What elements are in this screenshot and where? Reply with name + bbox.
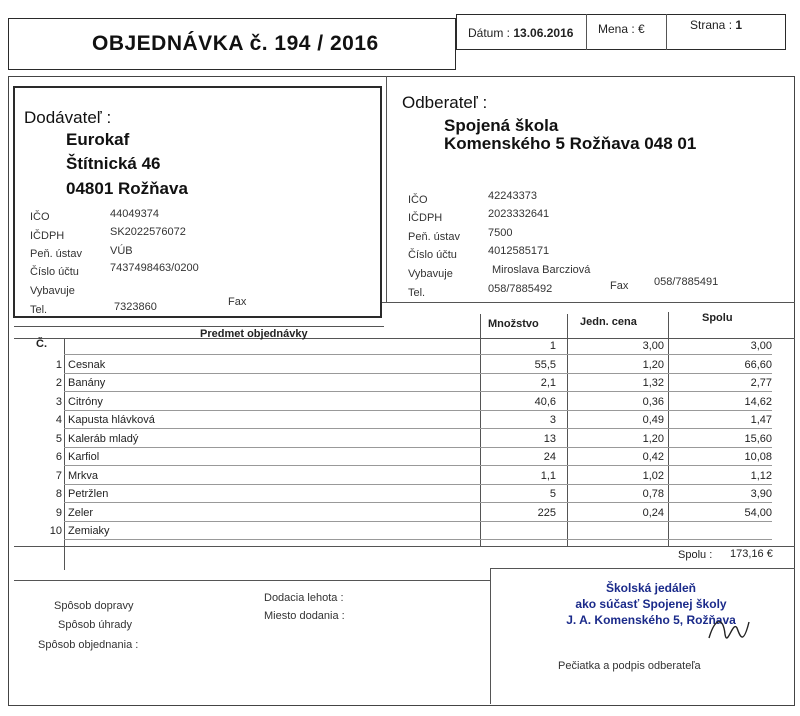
supplier-heading: Dodávateľ : (24, 108, 112, 127)
supplier-label-ico: IČO (30, 211, 50, 223)
row-number: 6 (55, 451, 62, 463)
customer-value-ico: 42243373 (488, 190, 537, 202)
sum-value: 173,16 € (730, 548, 773, 560)
stamp-line-2: ako súčasť Spojenej školy (575, 597, 727, 611)
row-underline (64, 354, 772, 355)
row-item: Petržlen (68, 488, 109, 500)
signature-label: Pečiatka a podpis odberateľa (558, 660, 701, 672)
row-item: Karfiol (68, 451, 100, 463)
customer-value-bank: 7500 (488, 227, 513, 239)
date-field (468, 26, 573, 40)
supplier-city: 04801 Rožňava (66, 179, 188, 198)
row-number: 10 (49, 525, 62, 537)
currency-value: € (638, 22, 645, 36)
currency-label: Mena : (598, 22, 635, 36)
row-underline (64, 484, 772, 485)
customer-label-bank: Peň. ústav (408, 231, 460, 243)
row-number: 7 (55, 469, 62, 482)
stamp-line-1: Školská jedáleň (605, 581, 697, 595)
row-number: 4 (55, 414, 62, 426)
row-number: 1 (55, 358, 62, 371)
row-number: 5 (55, 432, 62, 445)
row-total: 54,00 (744, 506, 772, 519)
row-underline (64, 539, 772, 540)
supplier-value-account: 7437498463/0200 (110, 262, 199, 274)
signature-box-left (490, 568, 491, 704)
col-header-no: Č. (36, 338, 47, 350)
stamp-line-3: J. A. Komenského 5, Rožňava (566, 613, 736, 627)
supplier-street: Štítnická 46 (66, 154, 161, 173)
col-header-qty: Množstvo (488, 318, 539, 330)
row-unit: 1,20 (642, 358, 664, 371)
sum-box-top (490, 568, 795, 569)
row-item: Cesnak (68, 358, 106, 371)
col-divider-qty (567, 314, 568, 546)
row-underline (64, 447, 772, 448)
customer-fax-value: 058/7885491 (654, 276, 719, 288)
row-item: Kapusta hlávková (68, 414, 155, 426)
row-total: 14,62 (744, 395, 772, 408)
customer-value-icdph: 2023332641 (488, 208, 550, 220)
row-total: 10,08 (744, 451, 772, 463)
footer-objednania: Spôsob objednania : (38, 639, 139, 651)
row-total: 15,60 (744, 432, 772, 445)
row-qty: 55,5 (534, 358, 556, 371)
supplier-name: Eurokaf (66, 130, 130, 149)
supplier-fax-label: Fax (228, 296, 247, 308)
customer-label-account: Číslo účtu (408, 249, 457, 261)
footer-doprava: Spôsob dopravy (54, 600, 134, 612)
row-underline (64, 373, 772, 374)
row-item: Kaleráb mladý (68, 432, 139, 445)
supplier-label-icdph: IČDPH (30, 230, 65, 242)
row-qty: 24 (543, 451, 556, 463)
supplier-label-account: Číslo účtu (30, 266, 79, 278)
row-qty: 2,1 (540, 377, 556, 389)
row-qty: 40,6 (534, 395, 556, 408)
supplier-label-contact: Vybavuje (30, 285, 75, 297)
footer-miesto: Miesto dodania : (264, 610, 345, 622)
supplier-value-ico: 44049374 (110, 208, 159, 220)
supplier-label-bank: Peň. ústav (30, 248, 82, 260)
row-underline (64, 521, 772, 522)
supplier-value-icdph: SK2022576072 (110, 226, 186, 238)
footer-divider (14, 580, 490, 581)
row-total: 2,77 (750, 377, 772, 389)
row-item: Citróny (68, 395, 103, 408)
row-item: Zemiaky (68, 525, 110, 537)
page-value: 1 (735, 18, 743, 32)
row-underline (64, 391, 772, 392)
row-underline (64, 410, 772, 411)
table-top-border (382, 302, 795, 303)
row-qty: 1 (549, 340, 556, 352)
customer-address: Komenského 5 Rožňava 048 01 (444, 134, 697, 153)
row-unit: 0,42 (642, 451, 664, 463)
row-number: 9 (55, 506, 62, 519)
row-underline (64, 465, 772, 466)
customer-heading: Odberateľ : (402, 93, 488, 112)
row-qty: 1,1 (540, 469, 556, 482)
page-label: Strana : (690, 18, 733, 32)
footer-uhrada: Spôsob úhrady (58, 619, 132, 631)
table-top-border-left (14, 326, 384, 327)
col-divider-unit (668, 312, 669, 546)
row-item: Banány (68, 377, 106, 389)
sum-divider (14, 546, 795, 547)
row-unit: 1,20 (642, 432, 664, 445)
row-total: 3,90 (750, 488, 772, 500)
row-unit: 0,78 (642, 488, 664, 500)
row-unit: 0,36 (642, 395, 664, 408)
col-header-unit: Jedn. cena (580, 316, 637, 328)
row-item: Zeler (68, 506, 94, 519)
row-number: 8 (55, 488, 62, 500)
handwritten-signature (705, 608, 755, 652)
row-number: 3 (55, 395, 62, 408)
row-total: 66,60 (744, 358, 772, 371)
page-field (690, 18, 742, 32)
currency-field (598, 22, 645, 36)
divider (586, 14, 587, 50)
row-underline (64, 502, 772, 503)
supplier-value-tel: 7323860 (114, 301, 157, 313)
row-qty: 3 (549, 414, 556, 426)
date-value: 13.06.2016 (513, 26, 574, 40)
row-total: 1,47 (750, 414, 772, 426)
page-title: OBJEDNÁVKA č. 194 / 2016 (92, 32, 379, 55)
row-qty: 13 (543, 432, 556, 445)
row-qty: 225 (537, 506, 556, 519)
divider (666, 14, 667, 50)
row-unit: 1,32 (642, 377, 664, 389)
sum-label: Spolu : (678, 549, 713, 561)
customer-label-ico: IČO (408, 194, 428, 206)
row-number: 2 (55, 377, 62, 389)
row-underline (64, 428, 772, 429)
col-divider-item (480, 314, 481, 546)
supplier-value-bank: VÚB (110, 245, 133, 257)
customer-fax-label: Fax (610, 280, 629, 292)
row-unit: 3,00 (642, 340, 664, 352)
date-label: Dátum : (468, 26, 511, 40)
footer-dodacia: Dodacia lehota : (264, 592, 344, 604)
customer-left-border (386, 76, 387, 302)
customer-name: Spojená škola (444, 116, 559, 135)
row-unit: 0,24 (642, 506, 664, 519)
customer-value-tel: 058/7885492 (488, 283, 553, 295)
row-unit: 0,49 (642, 414, 664, 426)
row-item: Mrkva (68, 469, 98, 482)
customer-label-icdph: IČDPH (408, 212, 443, 224)
row-total: 1,12 (750, 469, 772, 482)
customer-value-contact: Miroslava Barcziová (492, 264, 591, 276)
row-total: 3,00 (750, 340, 772, 352)
row-unit: 1,02 (642, 469, 664, 482)
col-header-item: Predmet objednávky (200, 328, 308, 340)
col-header-total: Spolu (702, 312, 733, 324)
customer-label-tel: Tel. (408, 287, 426, 299)
customer-label-contact: Vybavuje (408, 268, 453, 280)
row-qty: 5 (549, 488, 556, 500)
customer-value-account: 4012585171 (488, 245, 550, 257)
supplier-label-tel: Tel. (30, 304, 48, 316)
table-header-underline (14, 338, 795, 339)
